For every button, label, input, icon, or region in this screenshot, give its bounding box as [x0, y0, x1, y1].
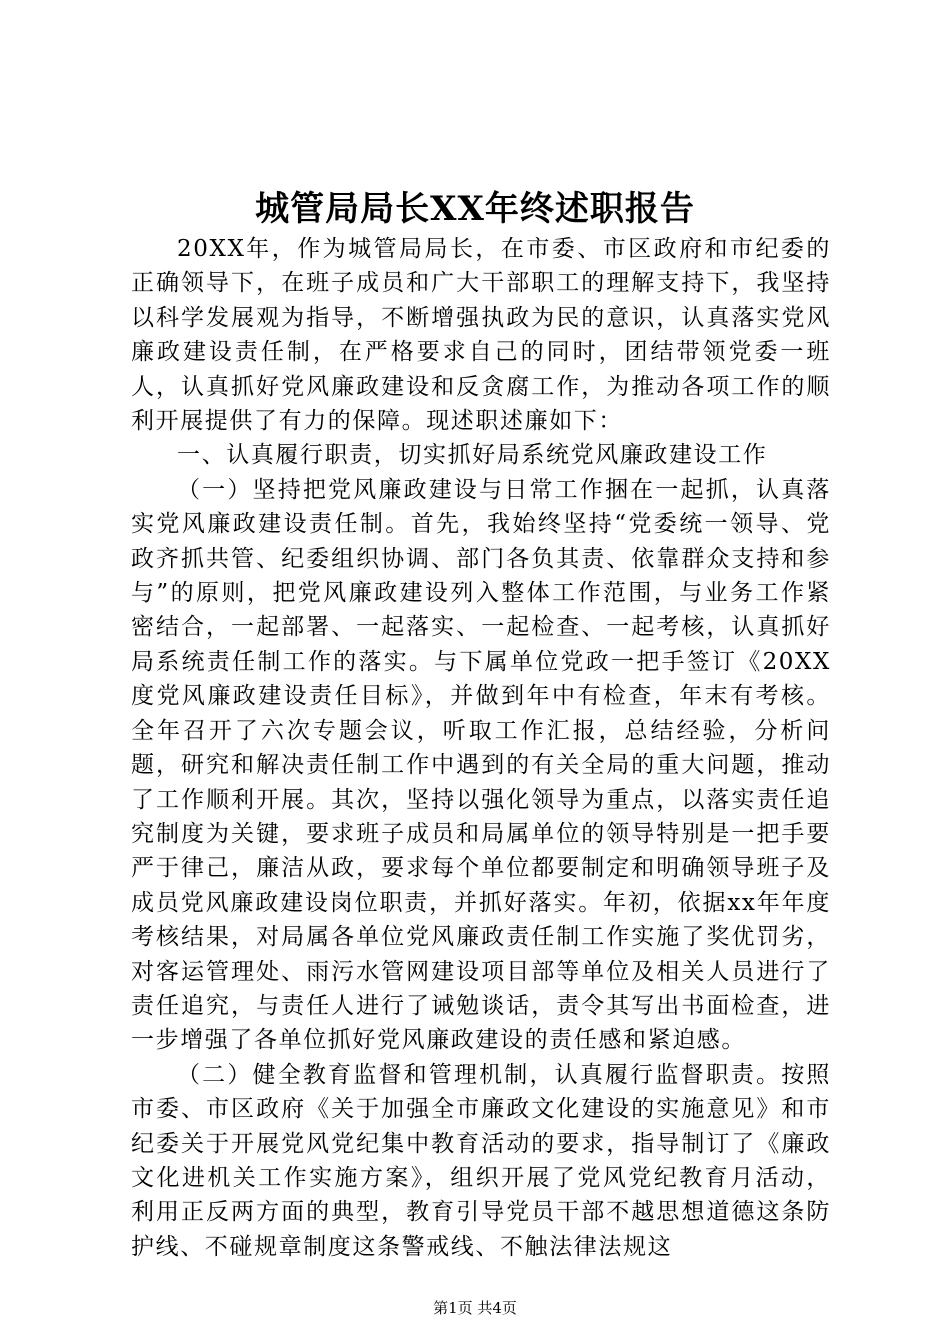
page-number-footer: 第1页 共4页: [433, 1299, 517, 1317]
paragraph-intro: 20XX年，作为城管局局长，在市委、市区政府和市纪委的正确领导下，在班子成员和广大干部职工的理解支持下，我坚持以科学发展观为指导，不断增强执政为民的意识，认真落实党风廉政建设责任制，在严格要求自己的同时，团结带领党委一班人，认真抓好党风廉政建设和反贪腐工作，为推动各项工作的顺利开展提供了有力的保障。现述职述廉如下：: [131, 236, 831, 435]
section-heading-1: 一、认真履行职责，切实抓好局系统党风廉政建设工作: [177, 442, 768, 469]
document-body: [131, 232, 831, 1264]
document-title: 城管局局长XX年终述职报告: [255, 189, 695, 229]
paragraph-section-1-1: （一）坚持把党风廉政建设与日常工作捆在一起抓，认真落实党风廉政建设责任制。首先，我始终坚持“党委统一领导、党政齐抓共管、纪委组织协调、部门各负其责、依靠群众支持和参与”的原则，把党风廉政建设列入整体工作范围，与业务工作紧密结合，一起部署、一起落实、一起检查、一起考核，认真抓好局系统责任制工作的落实。与下属单位党政一把手签订《20XX度党风廉政建设责任目标》，并做到年中有检查，年末有考核。全年召开了六次专题会议，听取工作汇报，总结经验，分析问题，研究和解决责任制工作中遇到的有关全局的重大问题，推动了工作顺利开展。其次，坚持以强化领导为重点，以落实责任追究制度为关键，要求班子成员和局属单位的领导特别是一把手要严于律己，廉洁从政，要求每个单位都要制定和明确领导班子及成员党风廉政建设岗位职责，并抓好落实。年初，依据xx年年度考核结果，对局属各单位党风廉政责任制工作实施了奖优罚劣，对客运管理处、雨污水管网建设项目部等单位及相关人员进行了责任追究，与责任人进行了诫勉谈话，责令其写出书面检查，进一步增强了各单位抓好党风廉政建设的责任感和紧迫感。: [131, 476, 831, 1054]
paragraph-section-1-2: （二）健全教育监督和管理机制，认真履行监督职责。按照市委、市区政府《关于加强全市廉政文化建设的实施意见》和市纪委关于开展党风党纪集中教育活动的要求，指导制订了《廉政文化进机关工作实施方案》，组织开展了党风党纪教育月活动，利用正反两方面的典型，教育引导党员干部不越思想道德这条防护线、不碰规章制度这条警戒线、不触法律法规这: [131, 1061, 831, 1260]
